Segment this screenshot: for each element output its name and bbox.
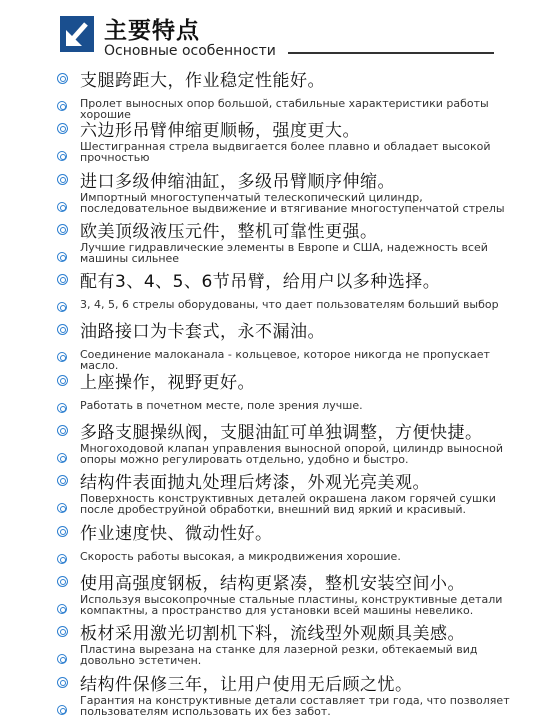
- bullet-circle-icon: [57, 604, 67, 614]
- bullet-circle-icon: [57, 123, 68, 134]
- list-item: [0, 517, 536, 567]
- feature-text-zh: 支腿跨距大，作业稳定性能好。: [80, 71, 325, 91]
- feature-text-zh: 使用高强度钢板，结构更紧凑，整机安装空间小。: [80, 573, 465, 594]
- title-divider: [288, 52, 494, 54]
- header: [0, 0, 536, 64]
- bullet-circle-icon: [57, 224, 68, 235]
- feature-text-ru: Соединение малоканала - кольцевое, которое никогда не пропускает масло.: [80, 348, 490, 373]
- bullet-circle-icon: [57, 677, 68, 688]
- feature-text-zh: 油路接口为卡套式，永不漏油。: [80, 322, 325, 343]
- feature-text-ru: Пластина вырезана на станке для лазерной резки, обтекаемый вид довольно эстетичен.: [80, 643, 478, 668]
- feature-list: [0, 64, 536, 718]
- list-item: [0, 265, 536, 315]
- feature-text-ru: Скорость работы высокая, а микродвижения хорошие.: [80, 549, 401, 563]
- feature-text-zh: 配有3、4、5、6节吊臂，给用户以多种选择。: [80, 272, 441, 293]
- page-title: 主要特点: [104, 18, 200, 44]
- list-item: [0, 165, 536, 215]
- bullet-circle-icon: [57, 202, 67, 212]
- bullet-circle-icon: [57, 403, 67, 413]
- list-item: [0, 64, 536, 121]
- bullet-circle-icon: [57, 576, 68, 587]
- feature-text-zh: 结构件保修三年，让用户使用无后顾之忧。: [80, 674, 413, 695]
- list-item: [0, 617, 536, 667]
- bullet-circle-icon: [57, 324, 68, 335]
- feature-text-zh: 作业速度快、微动性好。: [80, 523, 273, 544]
- bullet-circle-icon: [57, 101, 67, 111]
- bullet-circle-icon: [57, 503, 67, 513]
- bullet-circle-icon: [57, 654, 67, 664]
- list-item: [0, 366, 536, 416]
- bullet-circle-icon: [57, 453, 67, 463]
- feature-text-zh: 结构件表面抛丸处理后烤漆，外观光亮美观。: [80, 473, 430, 494]
- feature-text-ru: Импортный многоступенчатый телескопический цилиндр, последовательное выдвижение и втягивание многоступенчатой стрелы: [80, 190, 505, 215]
- feature-text-ru: Пролет выносных опор большой, стабильные характеристики работы хорошие: [80, 97, 489, 121]
- list-item: [0, 215, 536, 265]
- list-item: [0, 114, 536, 164]
- feature-text-ru: Работать в почетном месте, поле зрения лучше.: [80, 398, 363, 412]
- feature-text-ru: Шестигранная стрела выдвигается более плавно и обладает высокой прочностью: [80, 140, 491, 165]
- list-item: [0, 668, 536, 718]
- feature-text-ru: Поверхность конструктивных деталей окрашена лаком горячей сушки после дробеструйной обработки, внешний вид яркий и красивый.: [80, 492, 496, 517]
- feature-text-zh: 多路支腿操纵阀，支腿油缸可单独调整，方便快捷。: [80, 423, 483, 444]
- feature-text-zh: 上座操作，视野更好。: [80, 372, 255, 393]
- feature-text-ru: Гарантия на конструктивные детали составляет три года, что позволяет пользователям использовать их без забот.: [80, 693, 510, 718]
- feature-text-ru: Многоходовой клапан управления выносной опорой, цилиндр выносной опоры можно регулировать отдельно, удобно и быстро.: [80, 442, 504, 467]
- list-item: [0, 416, 536, 466]
- feature-text-ru: Лучшие гидравлические элементы в Европе и США, надежность всей машины сильнее: [80, 240, 488, 265]
- feature-text-ru: 3, 4, 5, 6 стрелы оборудованы, что дает пользователям больший выбор: [80, 298, 499, 312]
- feature-text-zh: 欧美顶级液压元件，整机可靠性更强。: [80, 221, 378, 242]
- bullet-circle-icon: [57, 475, 68, 486]
- bullet-circle-icon: [57, 554, 67, 564]
- bullet-circle-icon: [57, 274, 68, 285]
- logo-badge: [60, 16, 94, 52]
- feature-text-zh: 板材采用激光切割机下料，流线型外观颇具美感。: [80, 624, 465, 645]
- bullet-circle-icon: [57, 375, 68, 386]
- bullet-circle-icon: [57, 705, 67, 715]
- bullet-circle-icon: [57, 352, 67, 362]
- feature-text-zh: 六边形吊臂伸缩更顺畅，强度更大。: [80, 121, 360, 142]
- bullet-circle-icon: [57, 151, 67, 161]
- bullet-circle-icon: [57, 252, 67, 262]
- feature-text-zh: 进口多级伸缩油缸，多级吊臂顺序伸缩。: [80, 171, 395, 192]
- bullet-circle-icon: [57, 73, 68, 84]
- bullet-circle-icon: [57, 302, 67, 312]
- bullet-circle-icon: [57, 626, 68, 637]
- list-item: [0, 466, 536, 516]
- bullet-circle-icon: [57, 526, 68, 537]
- list-item: [0, 567, 536, 617]
- feature-text-ru: Используя высокопрочные стальные пластины, конструктивные детали компактны, а пространство для установки всей машины невелико.: [80, 592, 503, 617]
- list-item: [0, 315, 536, 373]
- bullet-circle-icon: [57, 174, 68, 185]
- page-subtitle: Основные особенности: [104, 43, 276, 59]
- arrow-down-left-icon: [60, 16, 94, 52]
- bullet-circle-icon: [57, 425, 68, 436]
